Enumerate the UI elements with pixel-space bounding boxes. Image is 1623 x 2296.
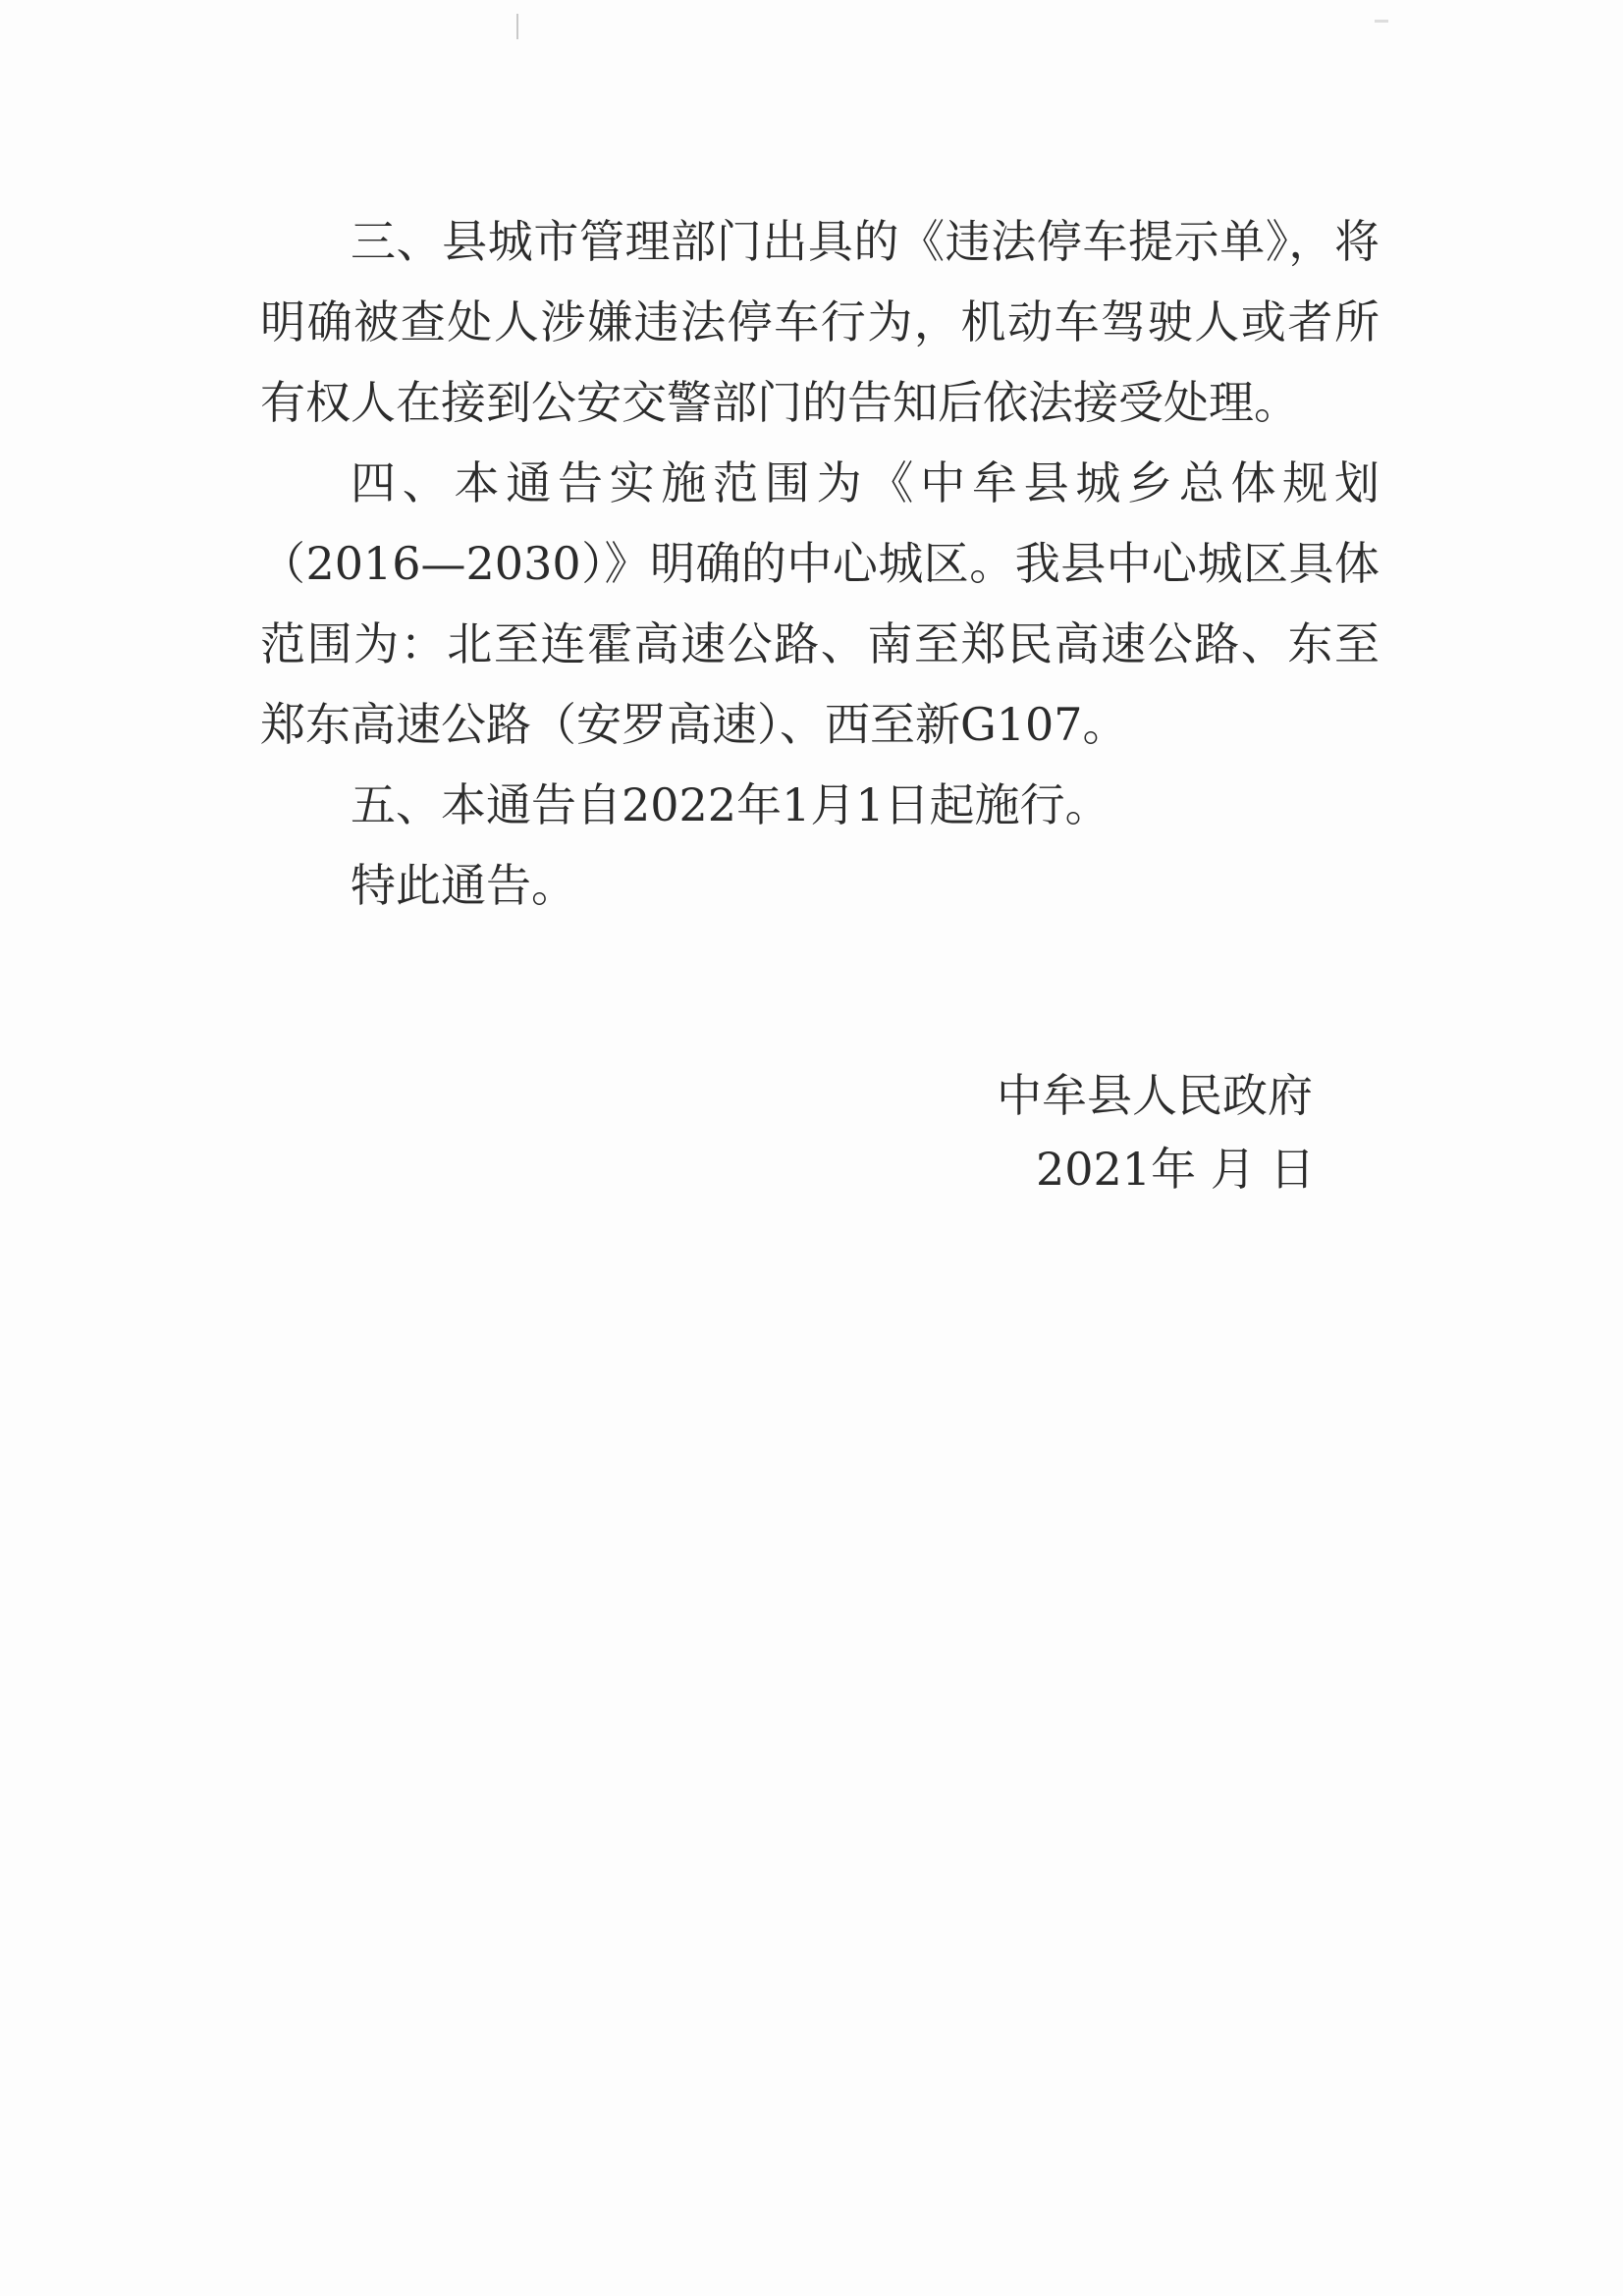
paragraph-enforcement-notice: 三、县城市管理部门出具的《违法停车提示单》，将明确被查处人涉嫌违法停车行为，机动车驾驶人或者所有权人在接到公安交警部门的告知后依法接受处理。 [260, 215, 1380, 429]
paragraph-effective-date: 五、本通告自2022年1月1日起施行。 [351, 778, 1110, 831]
paragraph-scope: 四、本通告实施范围为《中牟县城乡总体规划（2016—2030）》明确的中心城区。我县中心城区具体范围为：北至连霍高速公路、南至郑民高速公路、东至郑东高速公路（安罗高速）、西至新G107。 [260, 456, 1380, 751]
paragraph-closing: 特此通告。 [351, 859, 576, 912]
notice-body [260, 201, 1380, 926]
scan-artifact [1375, 20, 1388, 23]
signature-organization: 中牟县人民政府 [997, 1069, 1313, 1122]
signature-date: 2021年 月 日 [1036, 1143, 1316, 1196]
scan-artifact [516, 14, 518, 39]
